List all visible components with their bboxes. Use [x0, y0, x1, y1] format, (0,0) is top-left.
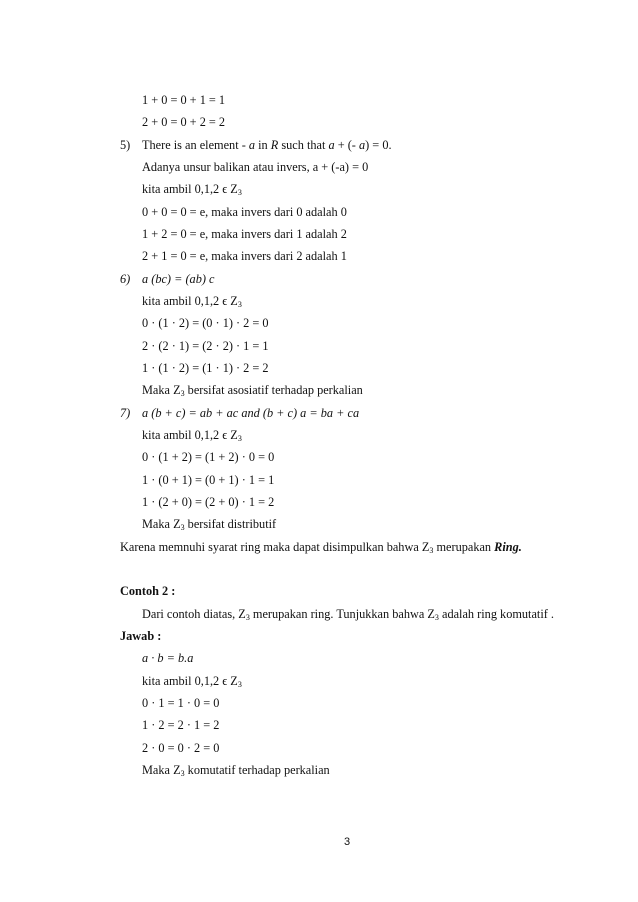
page-number: 3 — [344, 836, 351, 848]
text-line: 1 · (1 · 2) = (1 · 1) · 2 = 2 — [142, 361, 269, 375]
text-line: 2 · (2 · 1) = (2 · 2) · 1 = 1 — [142, 339, 269, 353]
text-line: 0 · (1 + 2) = (1 + 2) · 0 = 0 — [142, 450, 275, 464]
axiom-6: a (bc) = (ab) c — [142, 272, 215, 286]
text-line: Maka $Z_3$ bersifat distributif — [142, 517, 277, 532]
text-line: 1 + 0 = 0 + 1 = 1 — [142, 93, 226, 107]
text-line: Maka $Z_3$ bersifat asosiatif terhadap perkalian — [142, 383, 363, 398]
text-line: Dari contoh diatas, $Z_3$ merupakan ring. Tunjukkan bahwa $Z_3$ adalah ring komutatif . — [142, 607, 555, 622]
section-heading: Contoh 2 : — [120, 584, 176, 598]
text-line: a · b = b.a — [142, 651, 194, 665]
axiom-7: a (b + c) = ab + ac and (b + c) a = ba + ca — [142, 406, 360, 420]
answer-heading: Jawab : — [120, 629, 162, 643]
text-line: 1 · (2 + 0) = (2 + 0) · 1 = 2 — [142, 495, 275, 509]
text-line: 2 · 0 = 0 · 2 = 0 — [142, 741, 220, 755]
item-number: 6) — [120, 272, 131, 286]
text-line: 2 + 0 = 0 + 2 = 2 — [142, 115, 226, 129]
text-line: 0 + 0 = 0 = e, maka invers dari 0 adalah 0 — [142, 205, 347, 219]
text-line: 0 · (1 · 2) = (0 · 1) · 2 = 0 — [142, 316, 269, 330]
item-number: 5) — [120, 138, 131, 152]
text-line: 2 + 1 = 0 = e, maka invers dari 2 adalah 1 — [142, 249, 347, 263]
text-line: Adanya unsur balikan atau invers, a + (-a) = 0 — [142, 160, 369, 174]
conclusion: Karena memnuhi syarat ring maka dapat disimpulkan bahwa $Z_3$ merupakan Ring. — [120, 540, 522, 555]
text-line: 1 · (0 + 1) = (0 + 1) · 1 = 1 — [142, 473, 275, 487]
text-line: 1 + 2 = 0 = e, maka invers dari 1 adalah 2 — [142, 227, 347, 241]
item-number: 7) — [120, 406, 131, 420]
text-line: 0 · 1 = 1 · 0 = 0 — [142, 696, 220, 710]
text-line: kita ambil 0,1,2 ϵ $Z_3$ — [142, 182, 242, 197]
text-line: 1 · 2 = 2 · 1 = 2 — [142, 718, 220, 732]
text-line: kita ambil 0,1,2 ϵ $Z_3$ — [142, 674, 242, 689]
text-line: kita ambil 0,1,2 ϵ $Z_3$ — [142, 294, 242, 309]
text-line: Maka $Z_3$ komutatif terhadap perkalian — [142, 763, 330, 778]
text-line: kita ambil 0,1,2 ϵ $Z_3$ — [142, 428, 242, 443]
axiom-5: There is an element - a in R such that a + (- a) = 0. — [142, 138, 392, 152]
